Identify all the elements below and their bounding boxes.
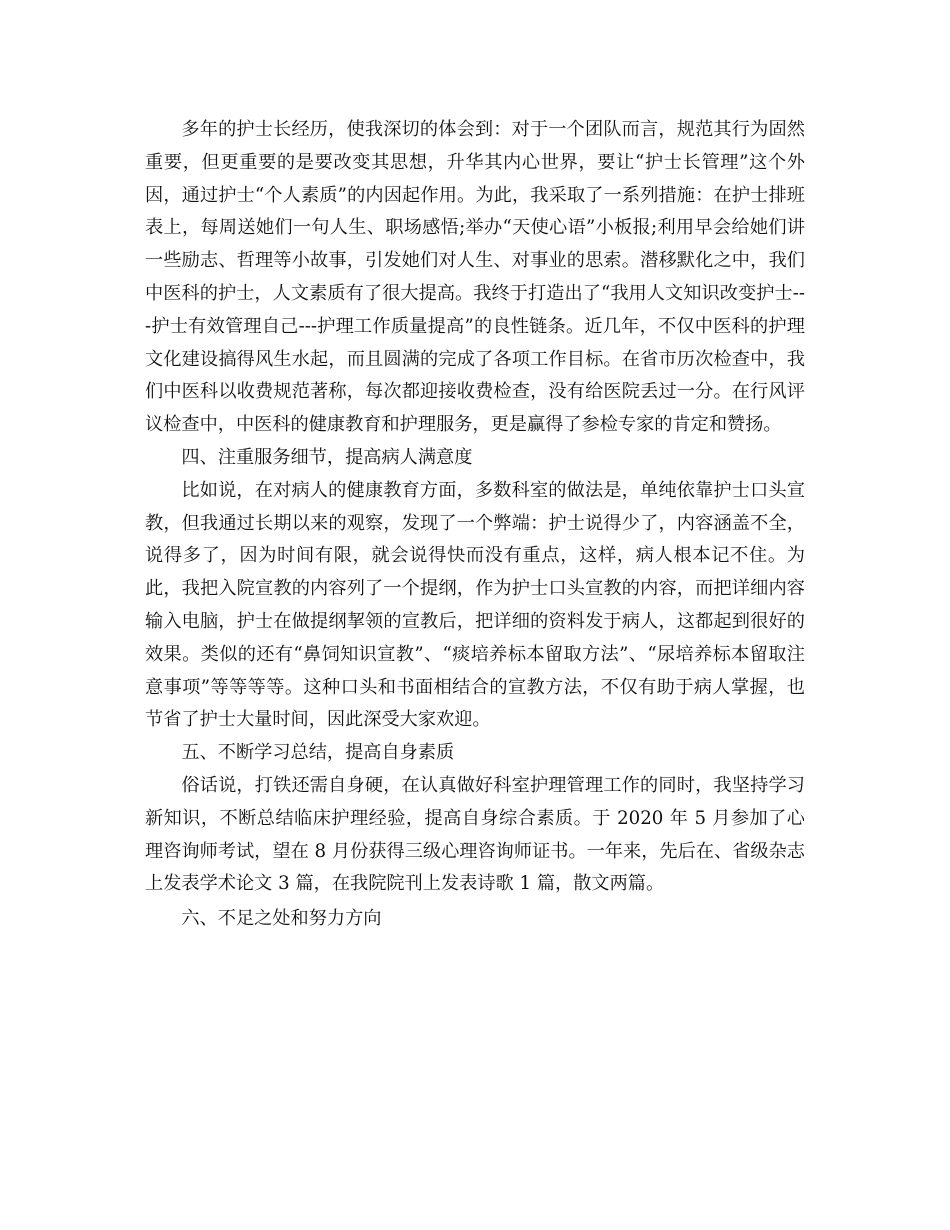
- paragraph-continuous-learning: 俗话说，打铁还需自身硬，在认真做好科室护理管理工作的同时，我坚持学习新知识，不断总结临床护理经验，提高自身综合素质。于 2020 年 5 月参加了心理咨询师考试，望在 8 月份获得三级心理咨询师证书。一年来，先后在、省级杂志上发表学术论文 3 篇，在我院院刊上发表诗歌 1 篇，散文两篇。: [145, 774, 805, 895]
- document-body: [145, 114, 805, 936]
- paragraph-health-education: 比如说，在对病人的健康教育方面，多数科室的做法是，单纯依靠护士口头宣教，但我通过长期以来的观察，发现了一个弊端：护士说得少了，内容涵盖不全，说得多了，因为时间有限，就会说得快而没有重点，这样，病人根本记不住。为此，我把入院宣教的内容列了一个提纲，作为护士口头宣教的内容，而把详细内容输入电脑，护士在做提纲挈领的宣教后，把详细的资料发于病人，这都起到很好的效果。类似的还有“鼻饲知识宣教”、“痰培养标本留取方法”、“尿培养标本留取注意事项”等等等等。这种口头和书面相结合的宣教方法，不仅有助于病人掌握，也节省了护士大量时间，因此深受大家欢迎。: [145, 479, 805, 731]
- section-heading-service-details: 四、注重服务细节，提高病人满意度: [181, 446, 473, 468]
- paragraph-personal-quality: 多年的护士长经历，使我深切的体会到：对于一个团队而言，规范其行为固然重要，但更重要的是要改变其思想，升华其内心世界，要让“护士长管理”这个外因，通过护士“个人素质”的内因起作用。为此，我采取了一系列措施：在护士排班表上，每周送她们一句人生、职场感悟;举办“天使心语”小板报;利用早会给她们讲一些励志、哲理等小故事，引发她们对人生、对事业的思索。潜移默化之中，我们中医科的护士，人文素质有了很大提高。我终于打造出了“我用人文知识改变护士---护士有效管理自己---护理工作质量提高”的良性链条。近几年，不仅中医科的护理文化建设搞得风生水起，而且圆满的完成了各项工作目标。在省市历次检查中，我们中医科以收费规范著称，每次都迎接收费检查，没有给医院丢过一分。在行风评议检查中，中医科的健康教育和护理服务，更是赢得了参检专家的肯定和赞扬。: [145, 119, 805, 436]
- section-heading-self-improvement: 五、不断学习总结，提高自身素质: [181, 742, 455, 764]
- section-heading-shortcomings: 六、不足之处和努力方向: [181, 908, 382, 930]
